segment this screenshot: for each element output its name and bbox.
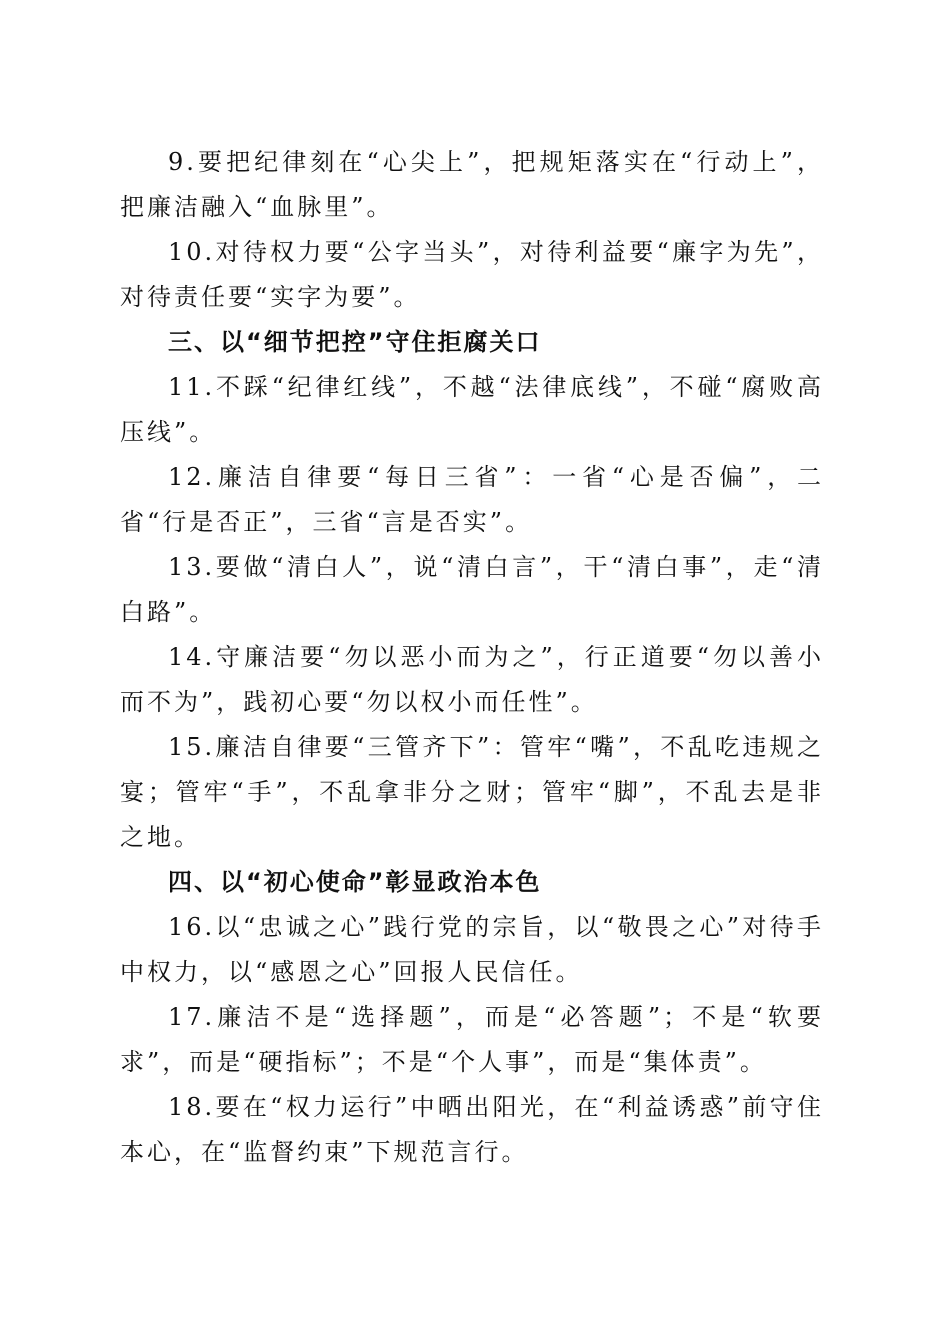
paragraph-item-9: 9.要把纪律刻在“心尖上”，把规矩落实在“行动上”，把廉洁融入“血脉里”。 [120,148,824,221]
section-heading-4: 四、以“初心使命”彰显政治本色 [168,868,542,896]
document-body [120,140,824,1175]
paragraph-item-18: 18.要在“权力运行”中晒出阳光，在“利益诱惑”前守住本心，在“监督约束”下规范言行。 [120,1093,824,1166]
paragraph-item-15: 15.廉洁自律要“三管齐下”：管牢“嘴”，不乱吃违规之宴；管牢“手”，不乱拿非分之财；管牢“脚”，不乱去是非之地。 [120,733,824,851]
paragraph-item-14: 14.守廉洁要“勿以恶小而为之”，行正道要“勿以善小而不为”，践初心要“勿以权小而任性”。 [120,643,824,716]
paragraph-item-13: 13.要做“清白人”，说“清白言”，干“清白事”，走“清白路”。 [120,553,824,626]
paragraph-item-11: 11.不踩“纪律红线”，不越“法律底线”，不碰“腐败高压线”。 [120,373,824,446]
paragraph-item-10: 10.对待权力要“公字当头”，对待利益要“廉字为先”，对待责任要“实字为要”。 [120,238,824,311]
paragraph-item-12: 12.廉洁自律要“每日三省”：一省“心是否偏”，二省“行是否正”，三省“言是否实”。 [120,463,824,536]
paragraph-item-16: 16.以“忠诚之心”践行党的宗旨，以“敬畏之心”对待手中权力，以“感恩之心”回报人民信任。 [120,913,824,986]
paragraph-item-17: 17.廉洁不是“选择题”，而是“必答题”；不是“软要求”，而是“硬指标”；不是“个人事”，而是“集体责”。 [120,1003,824,1076]
section-heading-3: 三、以“细节把控”守住拒腐关口 [168,328,542,356]
